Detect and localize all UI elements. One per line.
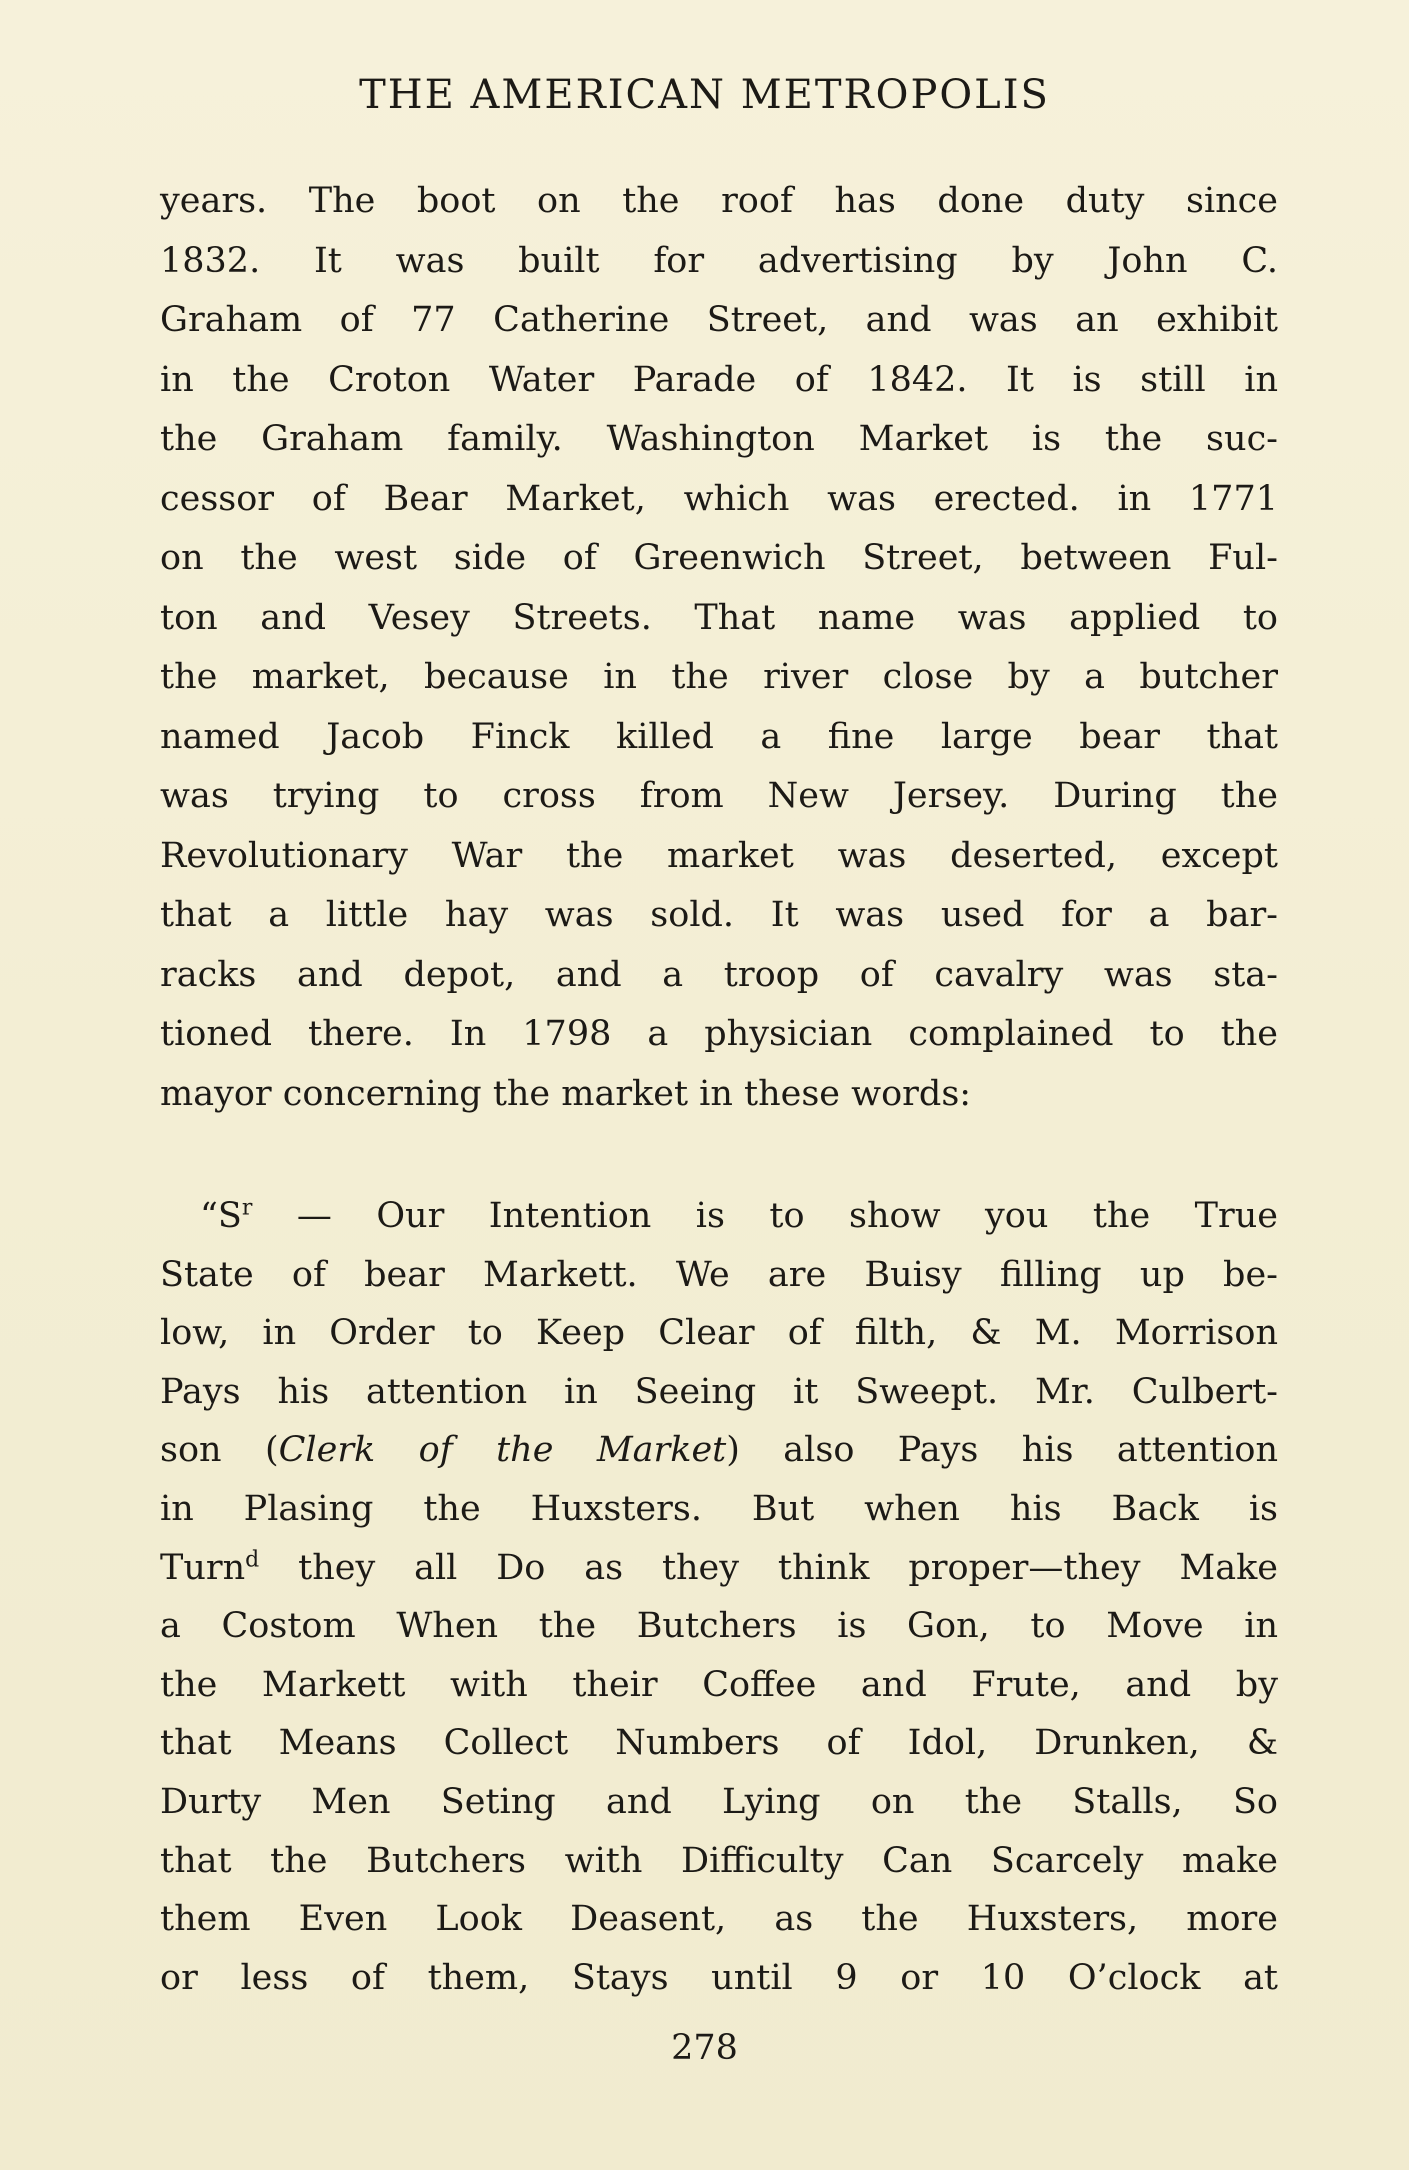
text-segment: ) also Pays his attention xyxy=(726,1430,1279,1471)
text-line: that Means Collect Numbers of Idol, Drunken, & xyxy=(160,1723,1278,1764)
quoted-letter xyxy=(160,1187,1278,2007)
text-line: or less of them, Stays until 9 or 10 O’clock at xyxy=(160,1957,1278,1998)
superscript: r xyxy=(241,1195,253,1221)
text-segment: son ( xyxy=(160,1430,279,1471)
text-line: that a little hay was sold. It was used for a bar- xyxy=(160,895,1278,935)
text-line: 1832. It was built for advertising by John C. xyxy=(160,240,1278,281)
quote-line-rest: — Our Intention is to show you the True xyxy=(252,1196,1278,1236)
text-line: Pays his attention in Seeing it Sweept. Mr. Culbert- xyxy=(160,1371,1278,1412)
text-line: years. The boot on the roof has done duty since xyxy=(160,181,1278,221)
text-line: low, in Order to Keep Clear of filth, & M. Morrison xyxy=(160,1313,1278,1354)
text-segment: Turn xyxy=(160,1547,246,1588)
text-line: racks and depot, and a troop of cavalry was sta- xyxy=(160,954,1278,995)
text-line: a Costom When the Butchers is Gon, to Move in xyxy=(160,1606,1278,1647)
text-line: was trying to cross from New Jersey. During the xyxy=(160,776,1278,816)
paragraph-1 xyxy=(160,172,1278,1124)
text-line: named Jacob Finck killed a fine large bear that xyxy=(160,716,1278,757)
text-segment: they all Do as they think proper—they Make xyxy=(259,1547,1278,1588)
text-line: Revolutionary War the market was deserted, except xyxy=(160,835,1278,876)
text-line: them Even Look Deasent, as the Huxsters, more xyxy=(160,1899,1278,1940)
text-line: the Markett with their Coffee and Frute, and by xyxy=(160,1664,1278,1705)
page-number: 278 xyxy=(671,2028,738,2068)
superscript: d xyxy=(245,1546,260,1572)
text-line: ton and Vesey Streets. That name was applied to xyxy=(160,597,1278,638)
text-line: Durty Men Seting and Lying on the Stalls, So xyxy=(160,1781,1278,1822)
text-line: on the west side of Greenwich Street, between Ful- xyxy=(160,538,1278,578)
text-line xyxy=(160,1421,1278,1480)
text-line: Graham of 77 Catherine Street, and was an exhibit xyxy=(160,300,1278,340)
text-line xyxy=(160,1187,1278,1246)
text-line: the Graham family. Washington Market is the suc- xyxy=(160,419,1278,459)
text-line: that the Butchers with Difficulty Can Scarcely make xyxy=(160,1840,1278,1881)
quote-open: “S xyxy=(200,1196,242,1236)
text-line: cessor of Bear Market, which was erected. in 1771 xyxy=(160,478,1278,519)
italic-phrase: Clerk of the Market xyxy=(278,1430,727,1471)
text-line: the market, because in the river close by a butcher xyxy=(160,657,1278,697)
text-line: mayor concerning the market in these words: xyxy=(160,1073,972,1114)
running-head: THE AMERICAN METROPOLIS xyxy=(359,72,1050,118)
text-line: in Plasing the Huxsters. But when his Back is xyxy=(160,1488,1278,1529)
text-line: tioned there. In 1798 a physician complained to the xyxy=(160,1014,1278,1054)
text-line: State of bear Markett. We are Buisy filling up be- xyxy=(160,1254,1278,1295)
text-line xyxy=(160,1539,1278,1598)
text-line: in the Croton Water Parade of 1842. It is still in xyxy=(160,359,1278,400)
